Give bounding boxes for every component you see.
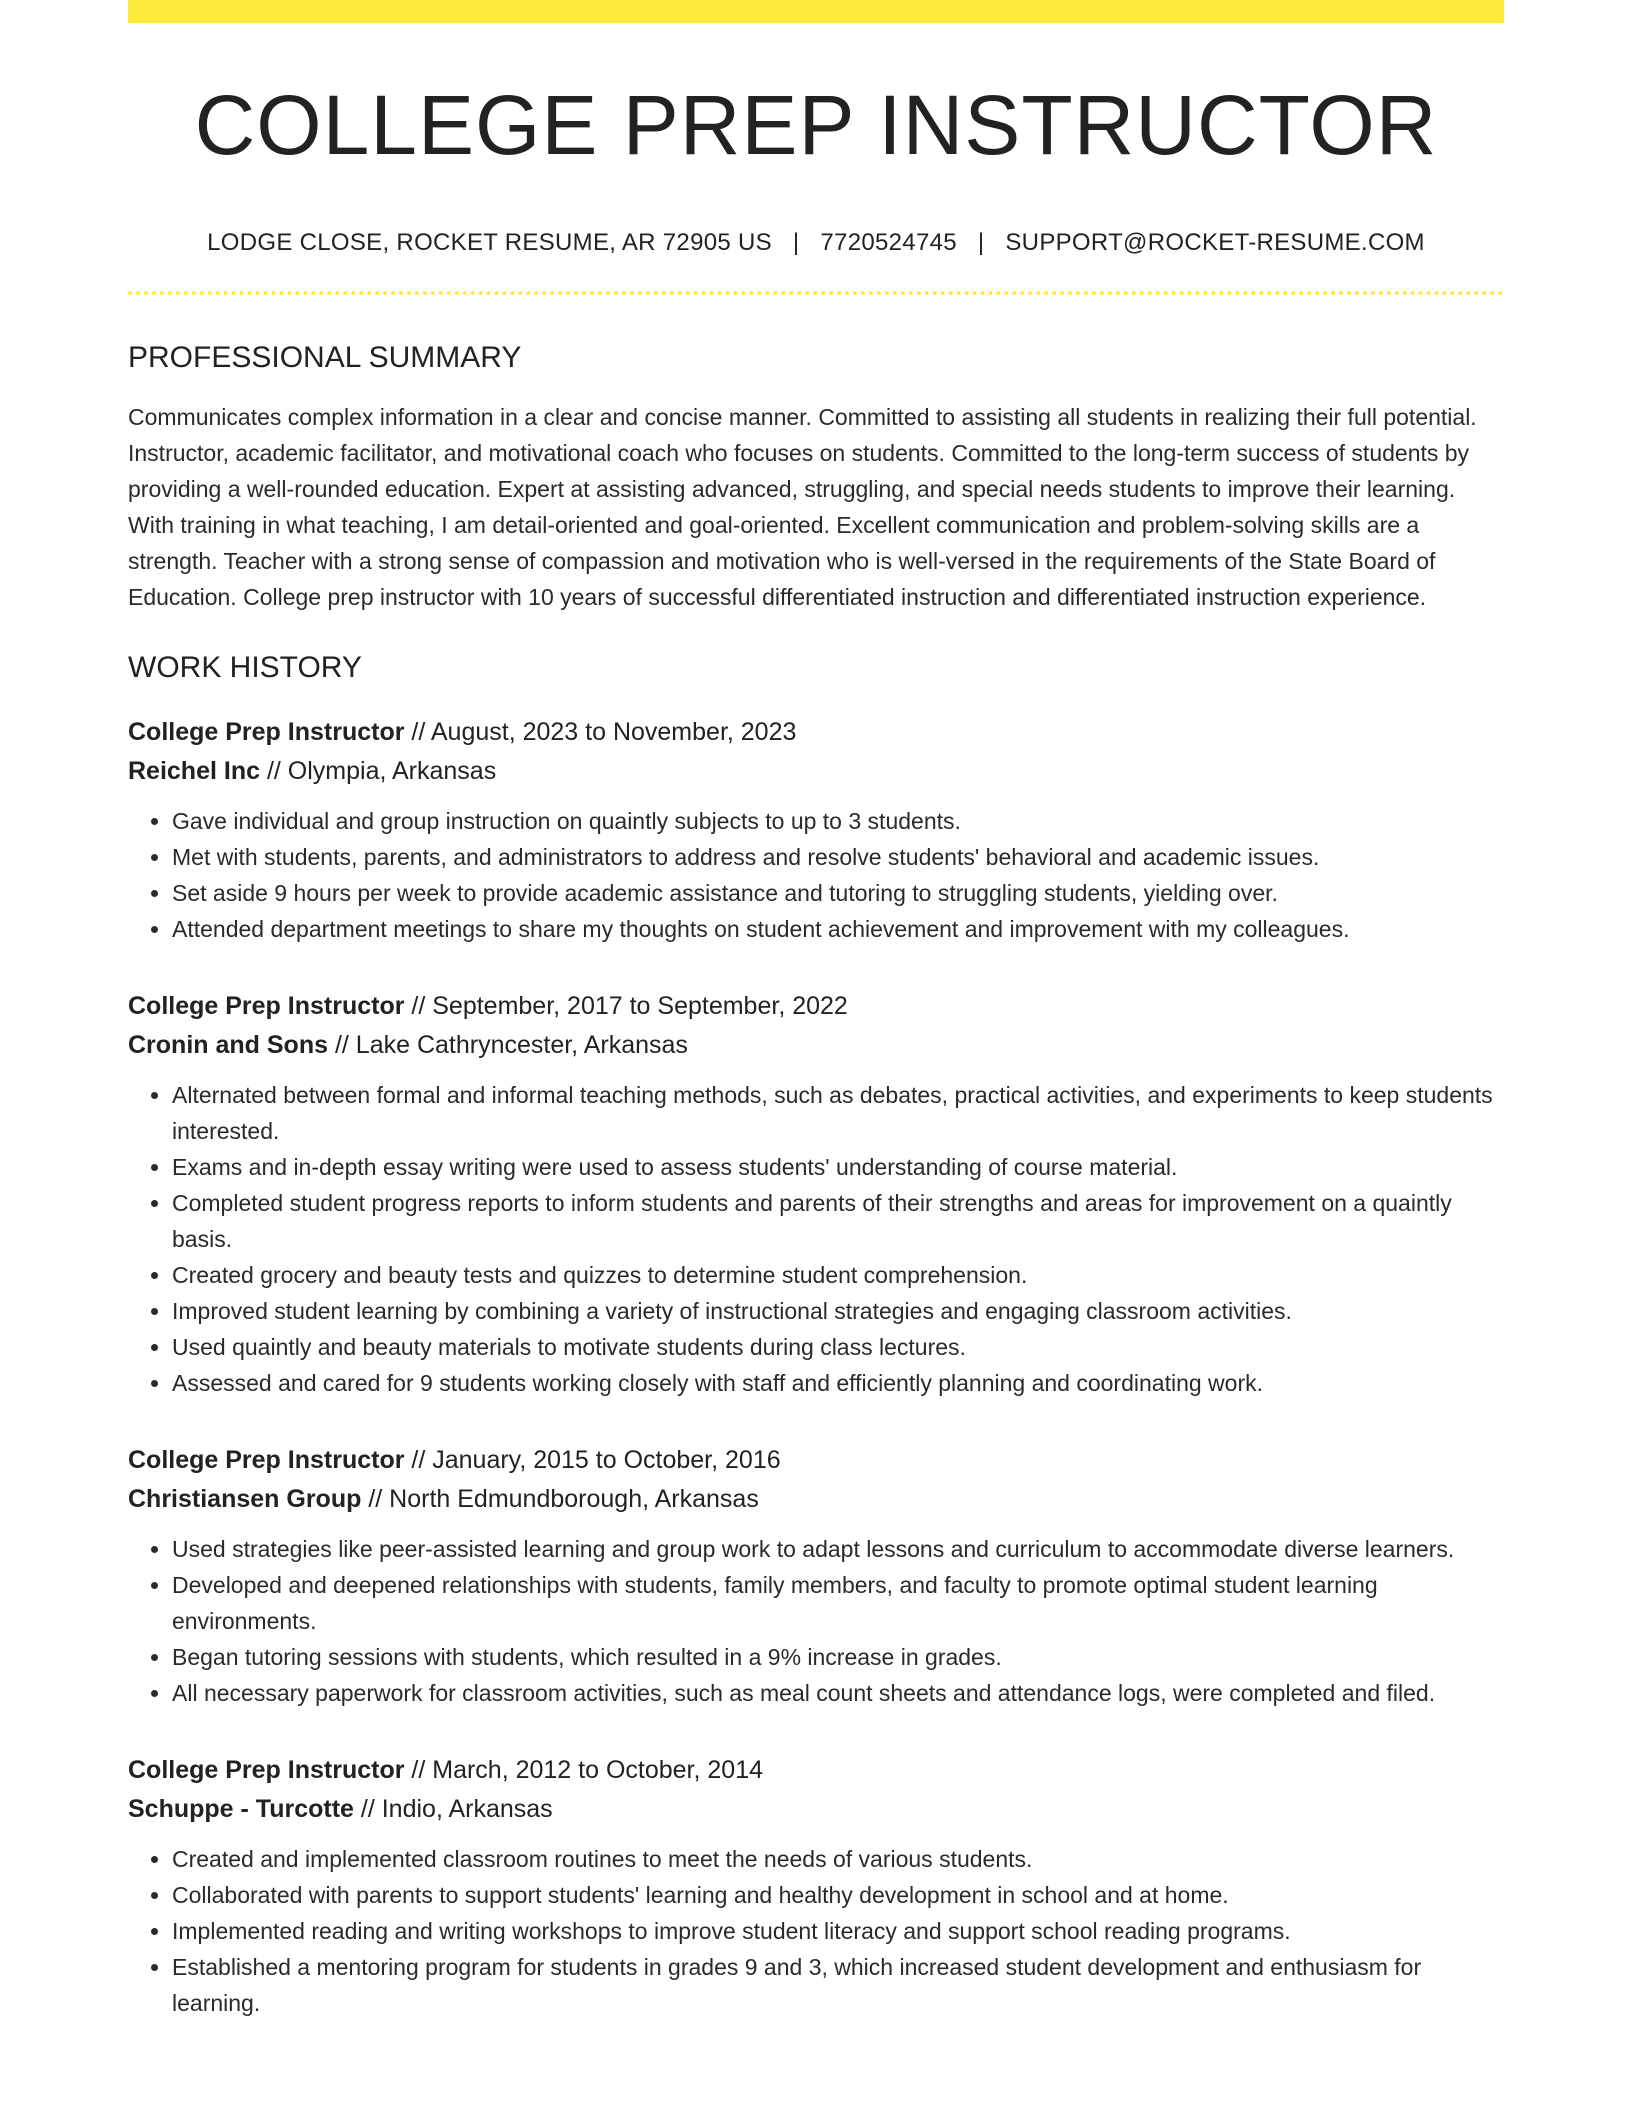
job-duty: • Exams and in-depth essay writing were used to assess students' understanding of course material. xyxy=(172,1149,1504,1185)
job-duty: • Assessed and cared for 9 students working closely with staff and efficiently planning and coordinating work. xyxy=(172,1365,1504,1401)
job-duties xyxy=(128,803,1504,947)
summary-heading: PROFESSIONAL SUMMARY xyxy=(128,341,522,374)
job-duty: • Used strategies like peer-assisted learning and group work to adapt lessons and curriculum to accommodate diverse learners. xyxy=(172,1531,1504,1567)
resume-title: COLLEGE PREP INSTRUCTOR xyxy=(194,78,1438,172)
contact-separator: | xyxy=(977,229,985,256)
job-company-line xyxy=(128,752,1504,791)
work-history-list xyxy=(128,713,1504,2021)
job-company: Reichel Inc xyxy=(128,757,260,785)
job-duty: • Set aside 9 hours per week to provide academic assistance and tutoring to struggling students, yielding over. xyxy=(172,875,1504,911)
job-title-line xyxy=(128,713,1504,752)
dotted-divider xyxy=(128,291,1504,295)
job-duty: • Improved student learning by combining a variety of instructional strategies and engaging classroom activities. xyxy=(172,1293,1504,1329)
job-dates: // August, 2023 to November, 2023 xyxy=(411,718,797,746)
job-company: Cronin and Sons xyxy=(128,1031,328,1059)
job-company: Christiansen Group xyxy=(128,1485,362,1513)
job-duty: • Began tutoring sessions with students, which resulted in a 9% increase in grades. xyxy=(172,1639,1504,1675)
job-location: // Indio, Arkansas xyxy=(360,1795,553,1823)
contact-line xyxy=(128,231,1504,255)
job-dates: // January, 2015 to October, 2016 xyxy=(411,1446,781,1474)
summary-text: Communicates complex information in a clear and concise manner. Committed to assisting all students in realizing their full potential. Instructor, academic facilitator, and motivational coach who focuses on students. Committed to the long-term success of students by providing a well-rounded education. Expert at assisting advanced, struggling, and special needs students to improve their learning. With training in what teaching, I am detail-oriented and goal-oriented. Excellent communication and problem-solving skills are a strength. Teacher with a strong sense of compassion and motivation who is well-versed in the requirements of the State Board of Education. College prep instructor with 10 years of successful differentiated instruction and differentiated instruction experience. xyxy=(128,404,1477,610)
job-title: College Prep Instructor xyxy=(128,718,405,746)
job-duty: • Used quaintly and beauty materials to motivate students during class lectures. xyxy=(172,1329,1504,1365)
job-dates: // March, 2012 to October, 2014 xyxy=(411,1756,764,1784)
contact-address: LODGE CLOSE, ROCKET RESUME, AR 72905 US xyxy=(207,229,772,256)
job-title-line xyxy=(128,1441,1504,1480)
job-title: College Prep Instructor xyxy=(128,1446,405,1474)
job-duty: • Collaborated with parents to support students' learning and healthy development in school and at home. xyxy=(172,1877,1504,1913)
job-title-line xyxy=(128,987,1504,1026)
job-entry xyxy=(128,1751,1504,2021)
job-duty: • All necessary paperwork for classroom activities, such as meal count sheets and attendance logs, were completed and filed. xyxy=(172,1675,1504,1711)
job-duty: • Created and implemented classroom routines to meet the needs of various students. xyxy=(172,1841,1504,1877)
job-title: College Prep Instructor xyxy=(128,992,405,1020)
job-duty: • Attended department meetings to share my thoughts on student achievement and improvement with my colleagues. xyxy=(172,911,1504,947)
contact-email: SUPPORT@ROCKET-RESUME.COM xyxy=(1005,229,1425,256)
top-accent-bar xyxy=(128,0,1504,23)
work-history-heading: WORK HISTORY xyxy=(128,651,362,684)
job-company-line xyxy=(128,1480,1504,1519)
job-duties xyxy=(128,1077,1504,1401)
job-location: // Olympia, Arkansas xyxy=(266,757,497,785)
job-dates: // September, 2017 to September, 2022 xyxy=(411,992,848,1020)
job-duty: • Gave individual and group instruction on quaintly subjects to up to 3 students. xyxy=(172,803,1504,839)
job-duty: • Developed and deepened relationships with students, family members, and faculty to promote optimal student learning environments. xyxy=(172,1567,1504,1639)
job-duties xyxy=(128,1841,1504,2021)
job-entry xyxy=(128,713,1504,947)
job-company-line xyxy=(128,1026,1504,1065)
job-duties xyxy=(128,1531,1504,1711)
job-duty: • Met with students, parents, and administrators to address and resolve students' behavioral and academic issues. xyxy=(172,839,1504,875)
resume-page xyxy=(128,0,1504,2021)
job-company-line xyxy=(128,1790,1504,1829)
contact-separator: | xyxy=(792,229,800,256)
job-location: // Lake Cathryncester, Arkansas xyxy=(334,1031,688,1059)
job-duty: • Created grocery and beauty tests and quizzes to determine student comprehension. xyxy=(172,1257,1504,1293)
job-duty: • Established a mentoring program for students in grades 9 and 3, which increased student development and enthusiasm for learning. xyxy=(172,1949,1504,2021)
job-duty: • Alternated between formal and informal teaching methods, such as debates, practical activities, and experiments to keep students interested. xyxy=(172,1077,1504,1149)
job-duty: • Completed student progress reports to inform students and parents of their strengths and areas for improvement on a quaintly basis. xyxy=(172,1185,1504,1257)
job-title: College Prep Instructor xyxy=(128,1756,405,1784)
job-company: Schuppe - Turcotte xyxy=(128,1795,354,1823)
job-title-line xyxy=(128,1751,1504,1790)
job-entry xyxy=(128,1441,1504,1711)
contact-phone: 7720524745 xyxy=(820,229,957,256)
job-location: // North Edmundborough, Arkansas xyxy=(368,1485,759,1513)
job-duty: • Implemented reading and writing workshops to improve student literacy and support school reading programs. xyxy=(172,1913,1504,1949)
job-entry xyxy=(128,987,1504,1401)
